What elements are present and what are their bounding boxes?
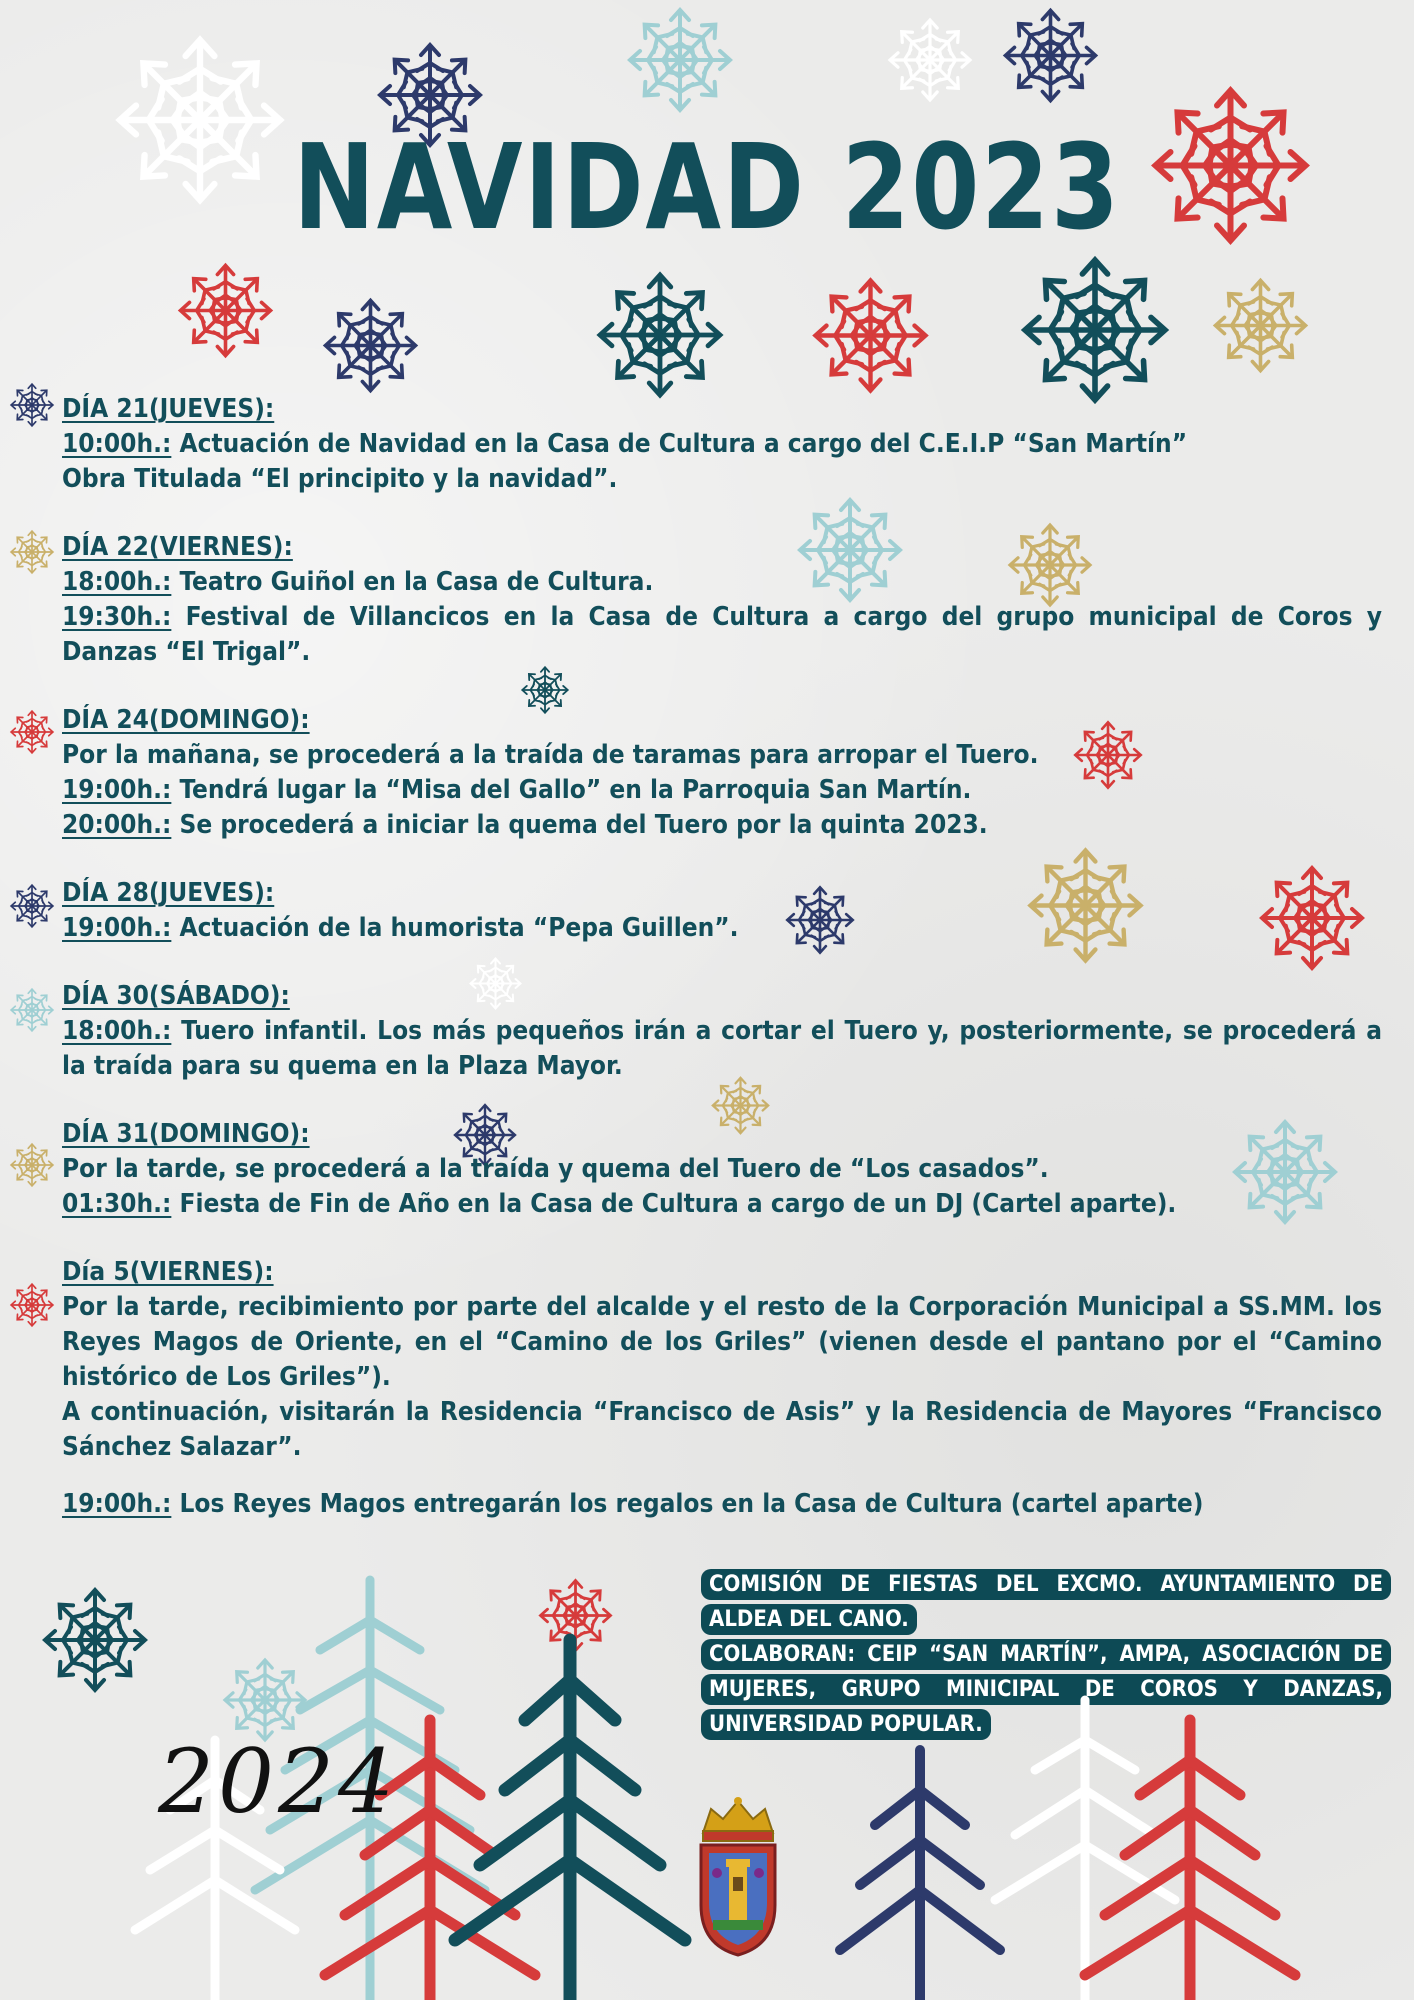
day-heading: DÍA 30(SÁBADO): [62,981,290,1011]
event-time: 01:30h.: [62,1189,172,1219]
event-text: Festival de Villancicos en la Casa de Cultura a cargo del grupo municipal de Coros y Danzas “El Trigal”. [62,602,1382,667]
snowflake-icon [1001,6,1100,105]
event-line [62,738,1382,773]
event-line [62,773,1382,808]
day-heading: DÍA 31(DOMINGO): [62,1119,310,1149]
day-block [62,703,1382,843]
day-heading: DÍA 22(VIERNES): [62,532,293,562]
event-text: Teatro Guiñol en la Casa de Cultura. [171,567,654,597]
event-line [62,1187,1382,1222]
day-block [62,979,1382,1084]
event-text: Por la tarde, se procederá a la traída y quema del Tuero de “Los casados”. [62,1154,1049,1184]
event-time: 19:00h.: [62,1489,172,1519]
day-heading: DÍA 28(JUEVES): [62,878,275,908]
snowflake-icon [810,275,931,396]
event-text: Tendrá lugar la “Misa del Gallo” en la Parroquia San Martín. [171,775,972,805]
snowflake-icon [9,1282,55,1328]
snowflake-icon [321,296,420,395]
event-text: Se procederá a iniciar la quema del Tuero por la quinta 2023. [171,810,988,840]
event-text: Fiesta de Fin de Año en la Casa de Cultura a cargo de un DJ (Cartel aparte). [171,1189,1177,1219]
event-line [62,1395,1382,1465]
day-heading: DÍA 24(DOMINGO): [62,705,310,735]
snowflake-icon [1211,276,1310,375]
day-block [62,1255,1382,1522]
event-time: 19:00h.: [62,775,172,805]
event-time: 18:00h.: [62,567,172,597]
event-text: Actuación de Navidad en la Casa de Cultura a cargo del C.E.I.P “San Martín” [171,429,1188,459]
event-line [62,808,1382,843]
event-text: Por la mañana, se procederá a la traída de taramas para arropar el Tuero. [62,740,1039,770]
event-time: 20:00h.: [62,810,172,840]
event-line [62,565,1382,600]
event-time: 19:30h.: [62,602,172,632]
snowflake-icon [9,883,55,929]
year-script-2024: 2024 [158,1730,398,1833]
snowflake-icon [9,987,55,1033]
event-time: 10:00h.: [62,429,172,459]
event-line [62,1152,1382,1187]
event-line [62,1014,1382,1084]
event-line [62,427,1382,462]
snowflake-icon [9,709,55,755]
event-line [62,911,1382,946]
collaborators-text: COLABORAN: CEIP “SAN MARTÍN”, AMPA, ASOCIACIÓN DE MUJERES, GRUPO MINICIPAL DE COROS Y DANZAS, UNIVERSIDAD POPULAR. [701,1639,1391,1740]
snowflake-icon [176,261,275,360]
event-text: Los Reyes Magos entregarán los regalos en la Casa de Cultura (cartel aparte) [171,1489,1204,1519]
event-text: A continuación, visitarán la Residencia “Francisco de Asis” y la Residencia de Mayores “Francisco Sánchez Salazar”. [62,1397,1382,1462]
event-text: Actuación de la humorista “Pepa Guillen”. [171,913,739,943]
coat-of-arms-icon [693,1795,783,1960]
event-schedule [62,392,1382,1555]
event-text: Tuero infantil. Los más pequeños irán a cortar el Tuero y, posteriormente, se procederá a la traída para su quema en la Plaza Mayor. [62,1016,1382,1081]
event-line [62,1290,1382,1395]
snowflake-icon [886,16,974,104]
organizer-text: COMISIÓN DE FIESTAS DEL EXCMO. AYUNTAMIENTO DE ALDEA DEL CANO. [701,1569,1391,1635]
event-text: Obra Titulada “El principito y la navidad”. [62,464,618,494]
snowflake-icon [1018,253,1172,407]
snowflake-icon [625,5,735,115]
snowflake-icon [9,382,55,428]
event-line [62,600,1382,670]
event-line [62,462,1382,497]
event-time: 19:00h.: [62,913,172,943]
event-text: Por la tarde, recibimiento por parte del alcalde y el resto de la Corporación Municipal a SS.MM. los Reyes Magos de Oriente, en el “Camino de los Griles” (vienen desde el pantano por el “Camino histórico de Los Griles”). [62,1292,1382,1392]
snowflake-icon [9,529,55,575]
event-time: 18:00h.: [62,1016,172,1046]
day-heading: Día 5(VIERNES): [62,1257,274,1287]
page-title: NAVIDAD 2023 [293,118,1121,256]
snowflake-icon [9,1142,55,1188]
event-line [62,1487,1382,1522]
day-block [62,1117,1382,1222]
day-block [62,876,1382,946]
day-block [62,530,1382,670]
day-heading: DÍA 21(JUEVES): [62,394,275,424]
day-block [62,392,1382,497]
snowflake-icon [594,269,726,401]
